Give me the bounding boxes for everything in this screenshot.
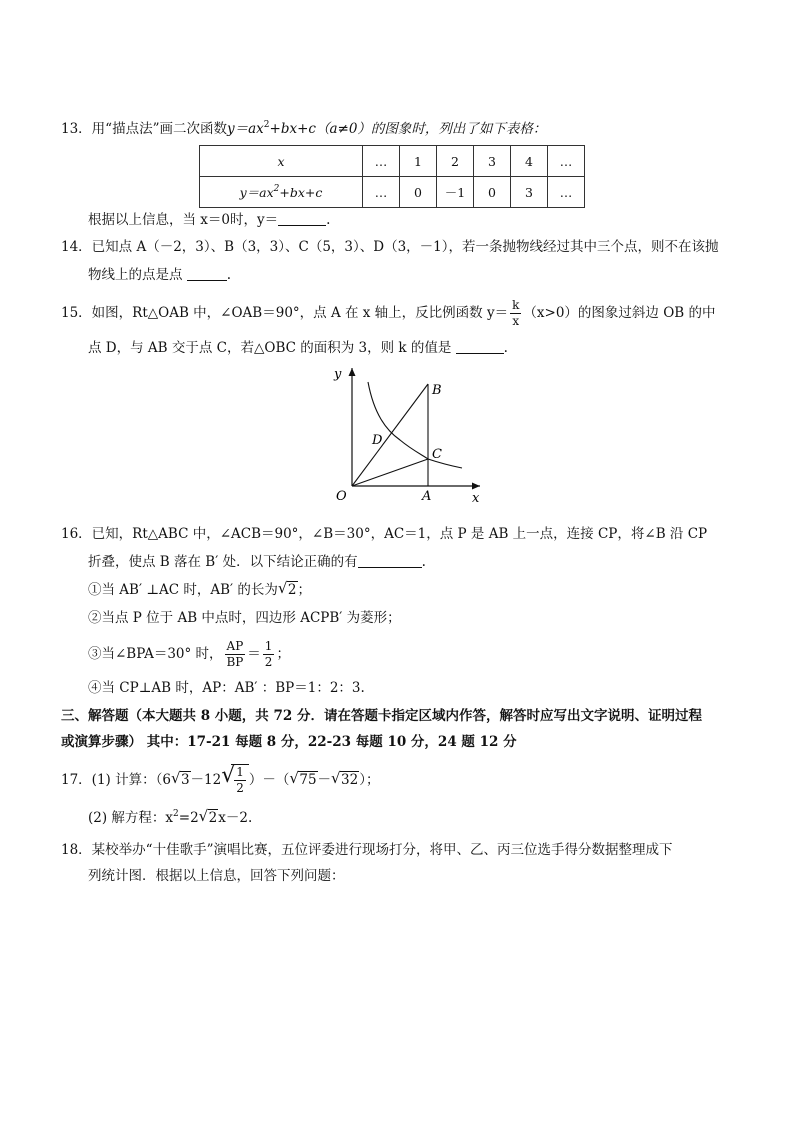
q18-line2: 列统计图．根据以上信息，回答下列问题：: [88, 868, 345, 884]
label-y: y: [334, 367, 342, 382]
fraction: $\frac{k}{x}$: [512, 298, 520, 328]
q14-line2: 物线上的点是点 .: [88, 267, 232, 283]
q18-line1: 18．某校举办“十佳歌手”演唱比赛，五位评委进行现场打分，将甲、乙、丙三位选手得分数据整理成下: [61, 842, 673, 858]
q15-figure: [320, 362, 490, 507]
q16-line1: 16．已知，Rt△ABC 中，∠ACB＝90°，∠B＝30°，AC＝1，点 P 是 AB 上一点，连接 CP，将∠B 沿 CP: [61, 526, 708, 542]
hyperbola-curve: [368, 382, 462, 468]
sqrt: √ 75: [289, 769, 317, 788]
q17-part2: (2) 解方程：$x^2=2$ √ 2x－2.: [88, 807, 253, 826]
segment-oc: [352, 459, 428, 486]
table-cell: 3: [474, 146, 511, 177]
table-cell: 2: [437, 146, 474, 177]
table-cell: 4: [511, 146, 548, 177]
table-header-cell: $y=ax^2+bx+c$: [200, 177, 363, 208]
table-row: [200, 177, 585, 208]
q16-line2: 折叠，使点 B 落在 B′ 处．以下结论正确的有 .: [88, 554, 426, 570]
segment-ob: [352, 384, 428, 486]
label-b: B: [432, 383, 442, 398]
q15-line2: 点 D，与 AB 交于点 C，若△OBC 的面积为 3，则 k 的值是 .: [88, 340, 508, 356]
fraction: $\frac{1}{2}$: [264, 639, 273, 669]
sqrt: √ 2: [277, 579, 297, 598]
label-a: A: [422, 489, 432, 504]
label-x: x: [472, 491, 480, 506]
label-d: D: [372, 433, 383, 448]
q13-value-table: [199, 145, 585, 208]
answer-blank: [358, 553, 422, 568]
table-cell: 0: [474, 177, 511, 208]
x-axis-arrow: [472, 483, 480, 490]
answer-blank: [278, 211, 326, 226]
q13-stem: 13．用“描点法”画二次函数$y=ax^2+bx+c(a\ne 0)$的图象时，列出了如下表格：: [61, 120, 547, 137]
q16-option-2: ②当点 P 位于 AB 中点时，四边形 ACPB′ 为菱形；: [88, 610, 401, 626]
answer-blank: [187, 266, 227, 281]
table-cell: …: [363, 146, 400, 177]
q16-option-3: ③当∠BPA＝30° 时， $\frac{AP}{BP}$ ＝ $\frac{1}{2}$ ；: [88, 639, 290, 669]
fraction: $\frac{1}{2}$: [236, 765, 244, 795]
table-cell: 1: [400, 146, 437, 177]
table-cell: 0: [400, 177, 437, 208]
table-cell: …: [548, 146, 585, 177]
sqrt: √ 32: [331, 769, 359, 788]
sqrt: √ $\frac{1}{2}$: [221, 764, 249, 796]
q16-option-1: ①当 AB′ ⊥AC 时，AB′ 的长为 √ 2；: [88, 579, 312, 598]
section-3-scoring: 或演算步骤） 其中：17-21 每题 8 分，22-23 每题 10 分，24 题 12 分: [61, 734, 517, 750]
table-cell: …: [363, 177, 400, 208]
table-row: [200, 146, 585, 177]
section-3-heading: 三、解答题（本大题共 8 小题，共 72 分．请在答题卡指定区域内作答，解答时应写出文字说明、证明过程: [61, 708, 702, 724]
q13-question: 根据以上信息，当 x＝0时，y＝ .: [88, 212, 331, 228]
sqrt: √ 3: [170, 769, 190, 788]
answer-blank: [456, 339, 504, 354]
label-c: C: [432, 447, 442, 462]
table-cell: 3: [511, 177, 548, 208]
table-cell: …: [548, 177, 585, 208]
q17-part1: 17．(1) 计算：（6 √ 3－12 √ $\frac{1}{2}$ ）－（ √ 75－ √ 32）；: [61, 763, 380, 795]
sqrt: √ 2: [198, 807, 218, 826]
q16-option-4: ④当 CP⊥AB 时，AP：AB′ ：BP＝1：2：3.: [88, 680, 365, 696]
table-header-cell: x: [200, 146, 363, 177]
table-cell: －1: [437, 177, 474, 208]
q14-line1: 14．已知点 A（－2，3）、B（3，3）、C（5，3）、D（3，－1），若一条抛物线经过其中三个点，则不在该抛: [61, 239, 719, 255]
label-o: O: [336, 489, 347, 504]
fraction: $\frac{AP}{BP}$: [226, 639, 244, 669]
y-axis-arrow: [349, 368, 356, 376]
q15-line1: 15．如图，Rt△OAB 中，∠OAB＝90°，点 A 在 x 轴上，反比例函数 y＝ $\frac{k}{x}$ （x>0）的图象过斜边 OB 的中: [61, 298, 716, 328]
